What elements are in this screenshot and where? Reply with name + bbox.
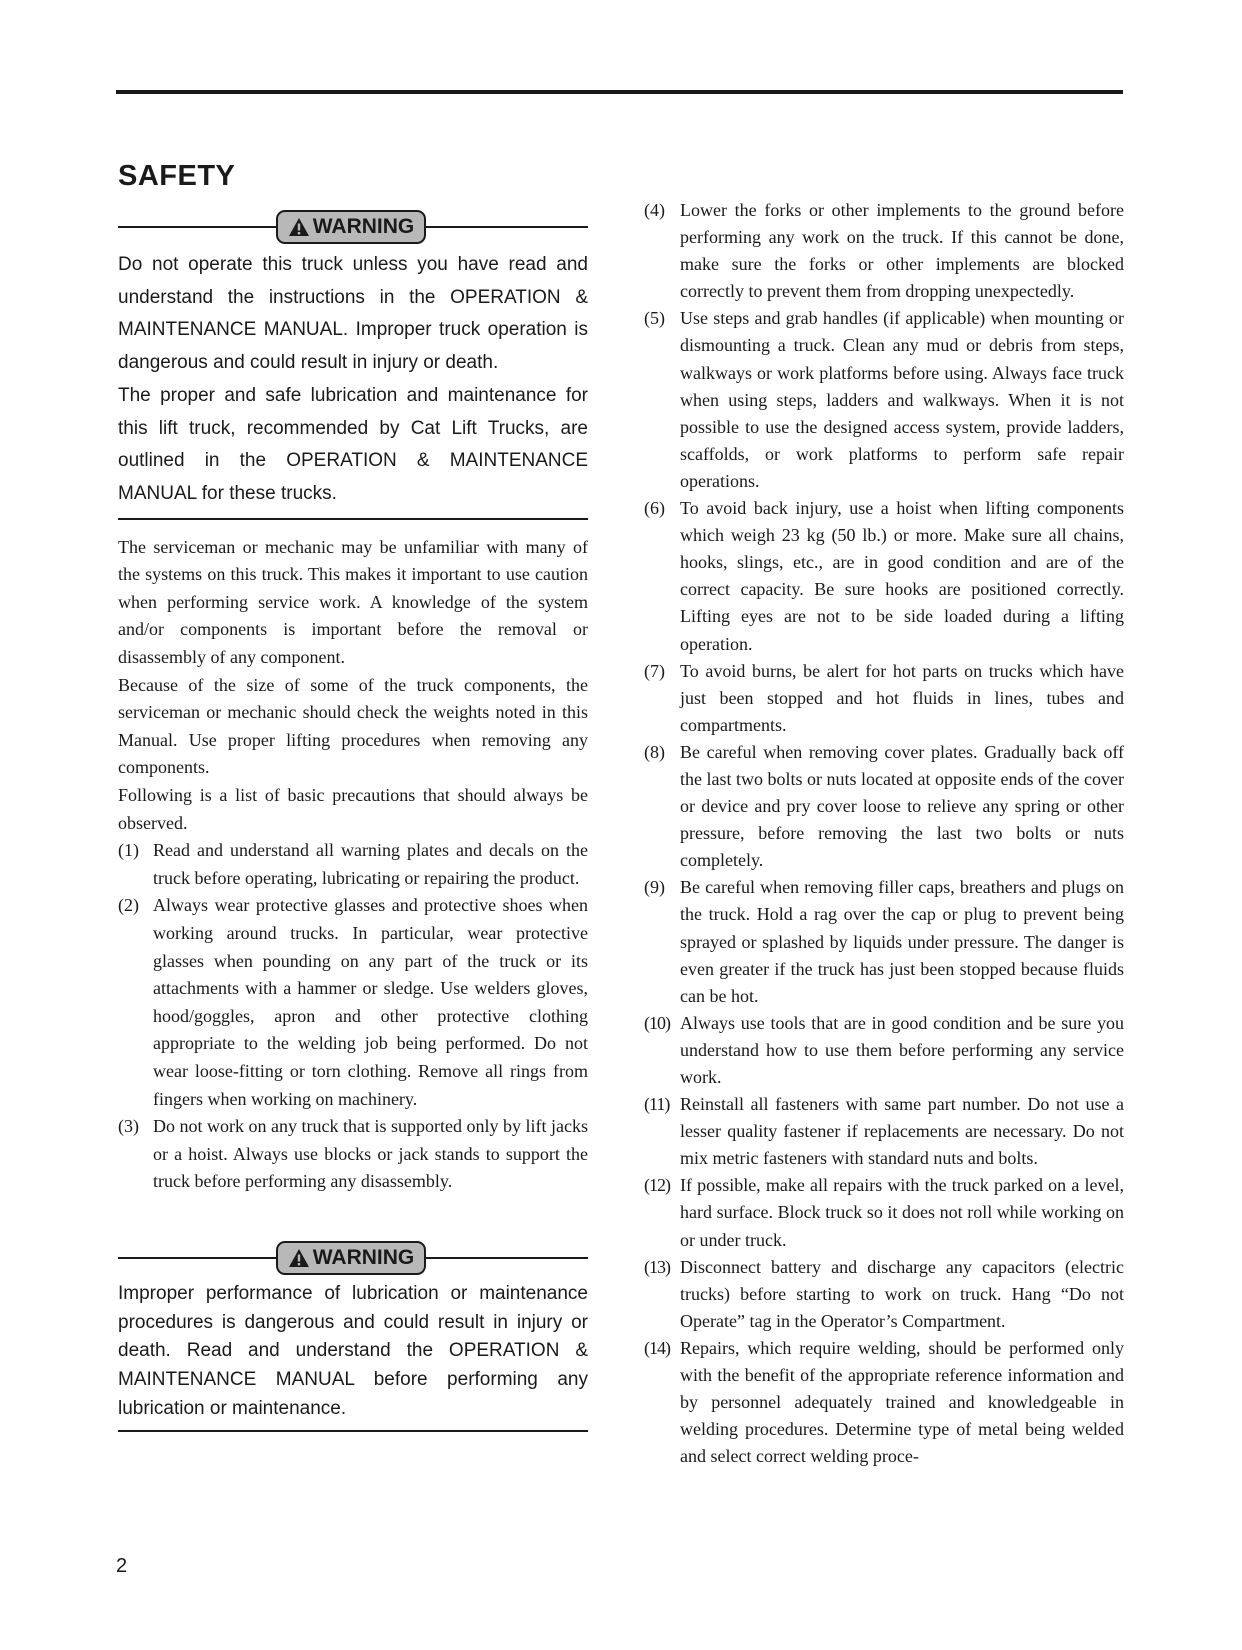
right-column	[644, 197, 1124, 1470]
precaution-number: (11)	[644, 1094, 670, 1115]
precaution-item	[644, 1091, 1124, 1172]
precaution-number: (8)	[644, 741, 665, 762]
warning-badge	[276, 1241, 426, 1275]
precaution-item	[644, 739, 1124, 874]
precaution-number: (3)	[118, 1116, 139, 1137]
precaution-item	[644, 495, 1124, 658]
warning-end-rule	[118, 1430, 588, 1432]
precaution-item	[644, 874, 1124, 1009]
precaution-item	[644, 305, 1124, 495]
intro-paragraph: The serviceman or mechanic may be unfamiliar with many of the systems on this truck. This makes it important to use caution when performing service work. A knowledge of the system and/or components is important before the removal or disassembly of any component.	[118, 536, 588, 667]
precaution-item	[644, 197, 1124, 305]
precaution-number: (9)	[644, 877, 665, 898]
intro-section	[118, 534, 588, 838]
page-title: SAFETY	[118, 160, 236, 192]
precaution-number: (6)	[644, 498, 665, 519]
precaution-text: Always wear protective glasses and protective shoes when working around trucks. In particular, wear protective glasses when pounding on any part of the truck or its attachments with a hammer or sledge. Use welders gloves, hood/goggles, apron and other protective clothing appropriate to the welding job being performed. Do not wear loose-fitting or torn clothing. Remove all rings from fingers when working on machinery.	[153, 895, 588, 1109]
precaution-item	[118, 1113, 588, 1196]
precaution-text: Repairs, which require welding, should be performed only with the benefit of the appropriate reference information and by personnel adequately trained and knowledgeable in welding procedures. Determine type of metal being welded and select correct welding proce-	[680, 1337, 1124, 1467]
precaution-item	[644, 1335, 1124, 1470]
precaution-number: (13)	[644, 1256, 670, 1277]
warning-label: WARNING	[312, 1245, 415, 1269]
warning-triangle-icon	[288, 1248, 310, 1268]
header-rule	[116, 90, 1123, 94]
precaution-number: (5)	[644, 308, 665, 329]
precaution-number: (4)	[644, 200, 665, 220]
precaution-item	[644, 1254, 1124, 1335]
precaution-text: If possible, make all repairs with the truck parked on a level, hard surface. Block truck so it does not roll while working on or under truck.	[680, 1175, 1124, 1250]
precaution-number: (10)	[644, 1012, 670, 1033]
precaution-text: Read and understand all warning plates and decals on the truck before operating, lubricating or repairing the product.	[153, 840, 588, 888]
warning-triangle-icon	[288, 217, 310, 237]
precaution-text: Do not work on any truck that is supported only by lift jacks or a hoist. Always use blocks or jack stands to support the truck before performing any disassembly.	[153, 1116, 588, 1192]
warning-paragraph: The proper and safe lubrication and maintenance for this lift truck, recommended by Cat Lift Trucks, are outlined in the OPERATION & MAINTENANCE MANUAL for these trucks.	[118, 384, 588, 504]
precaution-number: (2)	[118, 895, 139, 916]
precaution-item	[644, 658, 1124, 739]
precaution-text: Lower the forks or other implements to the ground before performing any work on the truck. If this cannot be done, make sure the forks or other implements are blocked correctly to prevent them from dropping unexpectedly.	[680, 200, 1124, 302]
warning-header-1	[118, 205, 588, 249]
left-column	[118, 160, 588, 1432]
precaution-item	[644, 1010, 1124, 1091]
warning-paragraph: Improper performance of lubrication or maintenance procedures is dangerous and could result in injury or death. Read and understand the OPERATION & MAINTENANCE MANUAL before performing any lubrication or maintenance.	[118, 1282, 588, 1419]
precaution-text: Disconnect battery and discharge any capacitors (electric trucks) before starting to work on truck. Hang “Do not Operate” tag in the Operator’s Compartment.	[680, 1256, 1124, 1331]
warning-label: WARNING	[312, 215, 415, 238]
precaution-text: Be careful when removing filler caps, breathers and plugs on the truck. Hold a rag over the cap or plug to prevent being sprayed or splashed by liquids under pressure. The danger is even greater if the truck has just been stopped because fluids can be hot.	[680, 877, 1124, 1006]
warning-badge	[276, 210, 426, 244]
precaution-item	[644, 1172, 1124, 1253]
precaution-text: Use steps and grab handles (if applicable) when mounting or dismounting a truck. Clean any mud or debris from steps, walkways or work platforms before using. Always face truck when using steps, ladders and walkways. When it is not possible to use the designed access system, provide ladders, scaffolds, or work platforms to perform safe repair operations.	[680, 308, 1124, 491]
precaution-text: To avoid burns, be alert for hot parts on trucks which have just been stopped and hot fluids in lines, tubes and compartments.	[680, 660, 1124, 735]
precaution-number: (7)	[644, 660, 665, 681]
precaution-text: Reinstall all fasteners with same part number. Do not use a lesser quality fastener if replacements are necessary. Do not mix metric fasteners with standard nuts and bolts.	[680, 1094, 1124, 1169]
precaution-text: To avoid back injury, use a hoist when lifting components which weigh 23 kg (50 lb.) or more. Make sure all chains, hooks, slings, etc., are in good condition and are of the correct capacity. Be sure hooks are positioned correctly. Lifting eyes are not to be side loaded during a lifting operation.	[680, 498, 1124, 654]
precaution-item	[118, 892, 588, 1113]
precaution-text: Be careful when removing cover plates. Gradually back off the last two bolts or nuts located at opposite ends of the cover or device and pry cover loose to relieve any spring or other pressure, before removing the last two bolts or nuts completely.	[680, 741, 1124, 871]
precaution-text: Always use tools that are in good condition and be sure you understand how to use them before performing any service work.	[680, 1012, 1124, 1087]
warning-paragraph: Do not operate this truck unless you have read and understand the instructions in the OPERATION & MAINTENANCE MANUAL. Improper truck operation is dangerous and could result in injury or death.	[118, 254, 588, 374]
precaution-number: (12)	[644, 1175, 670, 1196]
precaution-number: (1)	[118, 840, 139, 861]
intro-paragraph: Because of the size of some of the truck components, the serviceman or mechanic should check the weights noted in this Manual. Use proper lifting procedures when removing any components.	[118, 674, 588, 778]
page-number: 2	[116, 1555, 128, 1577]
warning-header-2	[118, 1236, 588, 1280]
precaution-item	[118, 837, 588, 892]
intro-paragraph: Following is a list of basic precautions that should always be observed.	[118, 784, 588, 833]
precaution-number: (14)	[644, 1337, 670, 1358]
warning-end-rule	[118, 518, 588, 520]
